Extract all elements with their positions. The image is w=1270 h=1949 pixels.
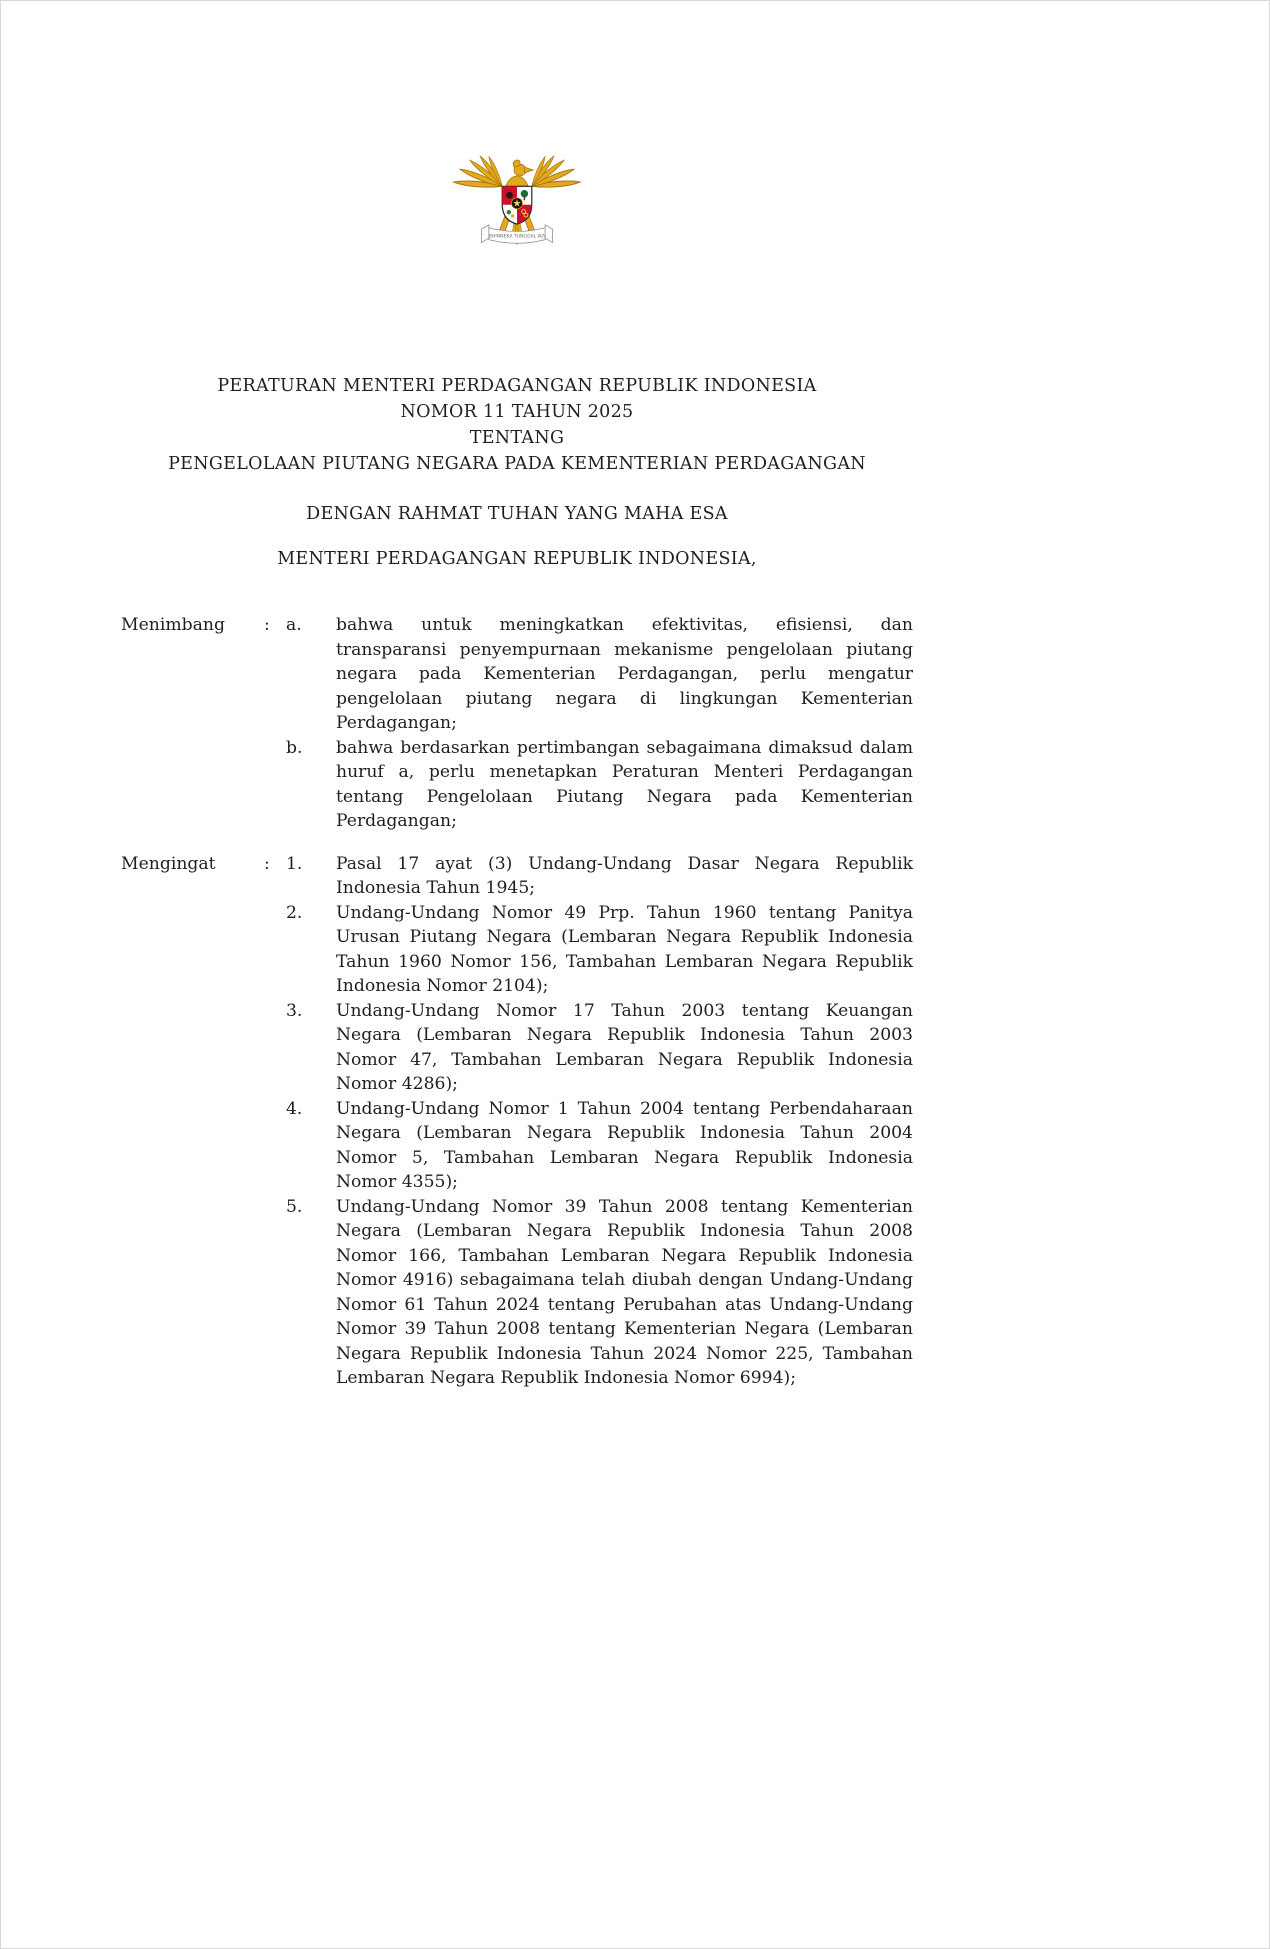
item-text: Pasal 17 ayat (3) Undang-Undang Dasar Negara Republik Indonesia Tahun 1945; [336, 853, 913, 898]
menimbang-items [286, 613, 913, 834]
item-text: bahwa berdasarkan pertimbangan sebagaimana dimaksud dalam huruf a, perlu menetapkan Peraturan Menteri Perdagangan tentang Pengelolaan Piutang Negara pada Kementerian Perdagangan; [336, 737, 913, 831]
item-marker: 3. [286, 1000, 303, 1021]
legal-basis-item-2 [286, 901, 913, 999]
regulation-subject-line: PENGELOLAAN PIUTANG NEGARA PADA KEMENTERIAN PERDAGANGAN [168, 454, 866, 474]
item-text: Undang-Undang Nomor 17 Tahun 2003 tentang Keuangan Negara (Lembaran Negara Republik Indonesia Tahun 2003 Nomor 47, Tambahan Lembaran Negara Republik Indonesia Nomor 4286); [336, 1000, 913, 1094]
section-separator: : [264, 615, 270, 635]
item-marker: 1. [286, 853, 303, 874]
regulation-title-line-1: PERATURAN MENTERI PERDAGANGAN REPUBLIK INDONESIA [217, 376, 817, 396]
body-block [121, 613, 913, 1391]
section-menimbang [121, 613, 913, 834]
title-block [121, 373, 913, 477]
item-text: Undang-Undang Nomor 39 Tahun 2008 tentang Kementerian Negara (Lembaran Negara Republik Indonesia Tahun 2008 Nomor 166, Tambahan Lembaran Negara Republik Indonesia Nomor 4916) sebagaimana telah diubah dengan Undang-Undang Nomor 61 Tahun 2024 tentang Perubahan atas Undang-Undang Nomor 39 Tahun 2008 tentang Kementerian Negara (Lembaran Negara Republik Indonesia Tahun 2024 Nomor 225, Tambahan Lembaran Negara Republik Indonesia Nomor 6994); [336, 1196, 913, 1388]
issuer-line: MENTERI PERDAGANGAN REPUBLIK INDONESIA, [277, 549, 757, 569]
legal-basis-item-1 [286, 852, 913, 901]
consideration-item-a [286, 613, 913, 736]
item-text: Undang-Undang Nomor 1 Tahun 2004 tentang Perbendaharaan Negara (Lembaran Negara Republik Indonesia Tahun 2004 Nomor 5, Tambahan Lembaran Negara Republik Indonesia Nomor 4355); [336, 1098, 913, 1192]
regulation-about-label: TENTANG [469, 428, 565, 448]
item-text: bahwa untuk meningkatkan efektivitas, efisiensi, dan transparansi penyempurnaan mekanisme pengelolaan piutang negara pada Kementerian Perdagangan, perlu mengatur pengelolaan piutang negara di lingkungan Kementerian Perdagangan; [336, 615, 913, 733]
emblem-block [121, 1, 913, 257]
legal-basis-item-5 [286, 1195, 913, 1391]
section-separator: : [264, 853, 270, 874]
section-mengingat [121, 852, 913, 1391]
item-marker: 2. [286, 902, 303, 923]
item-marker: a. [286, 615, 302, 635]
item-text: Undang-Undang Nomor 49 Prp. Tahun 1960 tentang Panitya Urusan Piutang Negara (Lembaran Negara Republik Indonesia Tahun 1960 Nomor 156, Tambahan Lembaran Negara Republik Indonesia Nomor 2104); [336, 902, 913, 996]
invocation-line: DENGAN RAHMAT TUHAN YANG MAHA ESA [306, 504, 728, 524]
item-marker: 5. [286, 1196, 303, 1217]
legal-basis-item-3 [286, 999, 913, 1097]
regulation-number-line: NOMOR 11 TAHUN 2025 [400, 402, 634, 422]
item-marker: 4. [286, 1098, 303, 1119]
document-content [121, 1, 913, 1391]
emblem-motto: BHINNEKA TUNGGAL IKA [488, 234, 546, 240]
section-label-menimbang: Menimbang [121, 615, 225, 635]
mengingat-items [286, 852, 913, 1391]
garuda-pancasila-icon [443, 127, 591, 253]
item-marker: b. [286, 737, 303, 758]
section-label-mengingat: Mengingat [121, 853, 216, 874]
legal-basis-item-4 [286, 1097, 913, 1195]
consideration-item-b [286, 736, 913, 834]
